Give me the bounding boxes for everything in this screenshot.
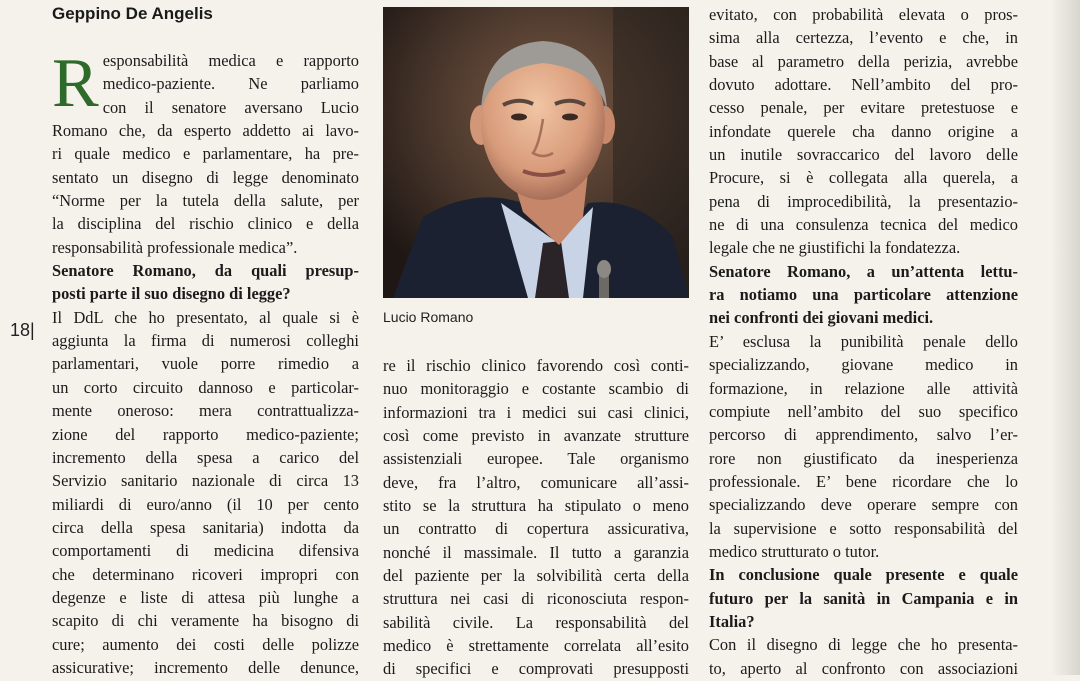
question-3 bbox=[709, 563, 1018, 633]
intro-line: sentato un disegno di legge denominato bbox=[52, 167, 359, 187]
question-line: posti parte il suo disegno di legge? bbox=[52, 284, 291, 304]
body-line: specializzando, giovane medico in bbox=[709, 355, 1018, 375]
question-line: Senatore Romano, a un’attenta lettu- bbox=[709, 261, 1018, 281]
body-line: ne di una consulenza tecnica del medico bbox=[709, 215, 1018, 235]
body-line: mente oneroso: mera contrattualizza- bbox=[52, 401, 359, 421]
body-line: assistenziali europee. Tale organismo bbox=[383, 449, 689, 469]
intro-line: la disciplina del rischio clinico e della bbox=[52, 214, 359, 234]
body-line: evitato, con probabilità elevata o pros- bbox=[709, 5, 1018, 24]
body-line: Procure, si è collegata alla querela, a bbox=[709, 168, 1018, 188]
column-3 bbox=[709, 3, 1018, 680]
body-line: Il DdL che ho presentato, al quale si è bbox=[52, 307, 359, 327]
intro-line: con il senatore aversano Lucio bbox=[102, 97, 359, 117]
intro-line: “Norme per la tutela della salute, per bbox=[52, 191, 359, 211]
body-line: pena di improcedibilità, la presentazio- bbox=[709, 191, 1018, 211]
body-line: assicurative; incremento delle denunce, bbox=[52, 657, 359, 677]
question-1 bbox=[52, 259, 359, 306]
column-1 bbox=[52, 45, 359, 679]
body-line: formazione, in relazione alle attività bbox=[709, 378, 1018, 398]
body-line: degenze e liste di attesa più lunghe a bbox=[52, 587, 359, 607]
intro-line: responsabilità professionale medica”. bbox=[52, 237, 298, 257]
body-line: professionale. E’ bene ricordare che lo bbox=[709, 471, 1018, 491]
body-line: stito se la struttura ha stipulato o meno bbox=[383, 496, 689, 516]
portrait-photo bbox=[383, 7, 689, 298]
body-line: re il rischio clinico favorendo così conti- bbox=[383, 356, 689, 375]
body-line: E’ esclusa la punibilità penale dello bbox=[709, 331, 1018, 351]
body-line: compiute nell’ambito del suo specifico bbox=[709, 401, 1018, 421]
body-line: deve, fra l’altro, comunicare all’assi- bbox=[383, 472, 689, 492]
question-2 bbox=[709, 260, 1018, 330]
answer-1-paragraph bbox=[52, 306, 359, 680]
author-name: Geppino De Angelis bbox=[52, 4, 213, 23]
answer-2-paragraph bbox=[709, 330, 1018, 563]
page-edge-shadow bbox=[1050, 0, 1080, 675]
question-line: futuro per la sanità in Campania e in bbox=[709, 588, 1018, 608]
body-line: base al parametro della perizia, avrebbe bbox=[709, 51, 1018, 71]
page-number: 18| bbox=[10, 320, 35, 340]
drop-cap: R bbox=[52, 45, 99, 122]
body-line: to, aperto al confronto con associazioni bbox=[709, 658, 1018, 678]
question-line: ra notiamo una particolare attenzione bbox=[709, 285, 1018, 305]
body-line: cure; aumento dei costi delle polizze bbox=[52, 634, 359, 654]
body-line: così come previsto in avanzate strutture bbox=[383, 426, 689, 446]
body-line: cesso penale, per evitare pretestuose e bbox=[709, 98, 1018, 118]
body-line: di specifici e comprovati presupposti bbox=[383, 659, 689, 679]
portrait-illustration bbox=[383, 7, 689, 298]
question-line: nei confronti dei giovani medici. bbox=[709, 308, 934, 328]
body-line: miliardi di euro/anno (il 10 per cento bbox=[52, 494, 359, 514]
intro-line: esponsabilità medica e rapporto bbox=[102, 51, 359, 70]
answer-3-paragraph bbox=[709, 633, 1018, 680]
body-line: parlamentari, vuole porre rimedio a bbox=[52, 354, 359, 374]
body-line: infondate querele cha danno origine a bbox=[709, 121, 1018, 141]
body-line: aggiunta la firma di numerosi colleghi bbox=[52, 331, 359, 351]
body-line: informazioni tra i medici sui casi clinici, bbox=[383, 402, 689, 422]
intro-line: medico-paziente. Ne parliamo bbox=[102, 74, 359, 94]
body-line: specializzando deve operare sempre con bbox=[709, 495, 1018, 515]
question-line: Senatore Romano, da quali presup- bbox=[52, 261, 359, 281]
photo-caption: Lucio Romano bbox=[383, 309, 474, 325]
intro-line: Romano che, da esperto addetto ai lavo- bbox=[52, 121, 359, 141]
body-line: percorso di apprendimento, salvo l’er- bbox=[709, 425, 1018, 445]
body-line: un corto circuito dannoso e particolar- bbox=[52, 377, 359, 397]
body-line: struttura nei casi di riconosciuta respon- bbox=[383, 589, 689, 609]
body-line: del paziente per la solvibilità certa della bbox=[383, 566, 689, 586]
body-line: circa della spesa sanitaria) indotta da bbox=[52, 517, 359, 537]
question-line: Italia? bbox=[709, 611, 755, 631]
body-line: medico strutturato o tutor. bbox=[709, 541, 880, 561]
body-line: scapito di chi veramente ha bisogno di bbox=[52, 611, 359, 631]
body-line: sabilità civile. La responsabilità del bbox=[383, 612, 689, 632]
body-line: incremento della spesa a carico del bbox=[52, 447, 359, 467]
answer-continuation-paragraph bbox=[709, 3, 1018, 260]
intro-line: ri quale medico e parlamentare, ha pre- bbox=[52, 144, 359, 164]
question-line: In conclusione quale presente e quale bbox=[709, 565, 1018, 585]
body-line: dovuto adottare. Nell’ambito del pro- bbox=[709, 75, 1018, 95]
body-line: Con il disegno di legge che ho presenta- bbox=[709, 635, 1018, 655]
body-line: che determinano ricoveri impropri con bbox=[52, 564, 359, 584]
body-line: rore non giustificato da inesperienza bbox=[709, 448, 1018, 468]
body-line: medico è strettamente correlata all’esito bbox=[383, 636, 689, 656]
column-2 bbox=[383, 354, 689, 681]
body-line: comportamenti di medicina difensiva bbox=[52, 541, 359, 561]
body-line: sima alla certezza, l’evento e che, in bbox=[709, 28, 1018, 48]
body-line: nonché il massimale. Il tutto a garanzia bbox=[383, 542, 689, 562]
body-line: un inutile sovraccarico del lavoro delle bbox=[709, 145, 1018, 165]
body-line: legale che ne giustifichi la fondatezza. bbox=[709, 238, 961, 258]
body-line: Servizio sanitario nazionale di circa 13 bbox=[52, 471, 359, 491]
body-line: zione del rapporto medico-paziente; bbox=[52, 424, 359, 444]
body-line: la supervisione e sotto responsabilità del bbox=[709, 518, 1018, 538]
body-line: un contratto di copertura assicurativa, bbox=[383, 519, 689, 539]
intro-paragraph bbox=[52, 45, 359, 259]
body-line: nuo monitoraggio e costante scambio di bbox=[383, 379, 689, 399]
